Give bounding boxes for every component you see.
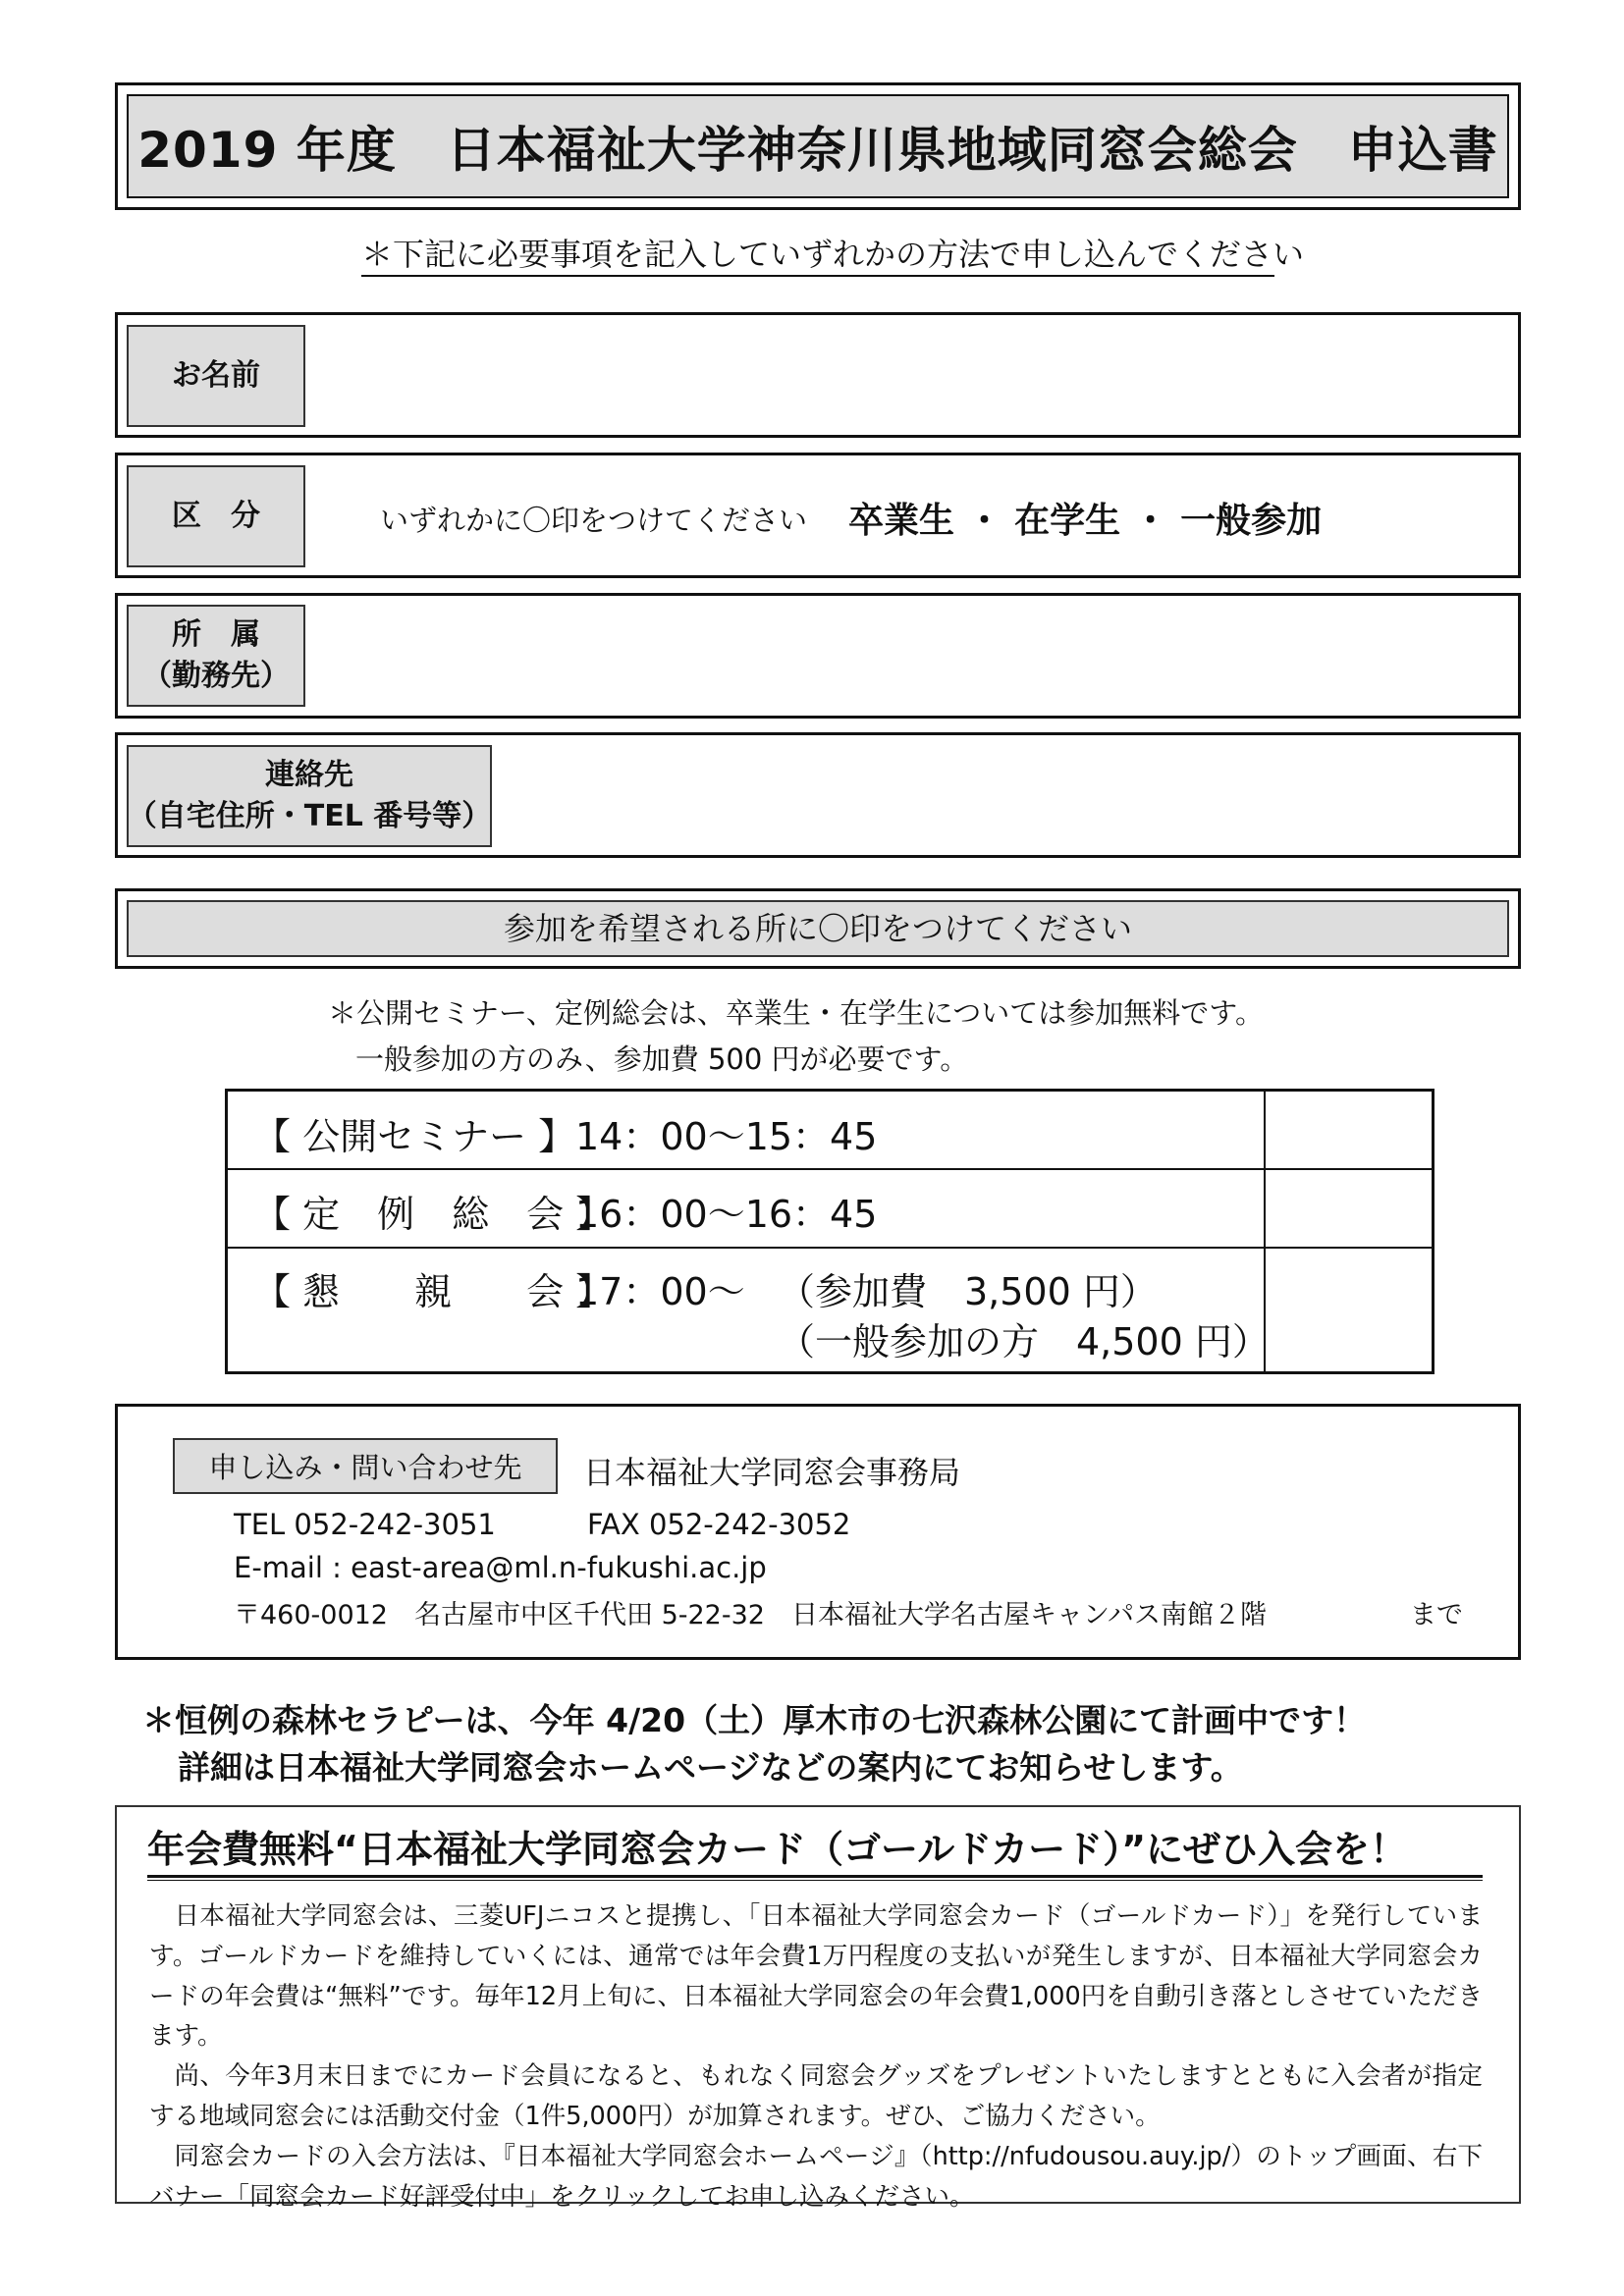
affiliation-label: 所 属 （勤務先）	[127, 605, 305, 707]
participation-header: 参加を希望される所に〇印をつけてください	[127, 900, 1509, 957]
forest-note-1: ＊恒例の森林セラピーは、今年 4/20（土）厚木市の七沢森林公園にて計画中です！	[142, 1701, 1367, 1739]
postal-address: 〒460-0012 名古屋市中区千代田 5-22-32 日本福祉大学名古屋キャンパス南館２階	[234, 1600, 1268, 1630]
category-label: 区 分	[127, 465, 305, 567]
participation-note-1: ＊公開セミナー、定例総会は、卒業生・在学生については参加無料です。	[328, 996, 1264, 1030]
category-note: いずれかに〇印をつけてください	[380, 504, 808, 537]
card-title-underline-thin	[147, 1880, 1483, 1881]
fax-number: FAX 052-242-3052	[587, 1508, 851, 1541]
reception-time: 17：00〜	[575, 1270, 745, 1313]
instruction-text: ＊下記に必要事項を記入していずれかの方法で申し込んでください	[361, 230, 1274, 277]
reception-label: 【 懇 親 会 】	[253, 1270, 614, 1313]
card-paragraph-2-text: 尚、今年3月末日までにカード会員になると、もれなく同窓会グッズをプレゼントいたしますとともに入会者が指定する地域同窓会には活動交付金（1件5,000円）が加算されます。ぜひ、ご協力ください。	[149, 2061, 1483, 2131]
email-address[interactable]: E-mail : east-area@ml.n-fukushi.ac.jp	[234, 1551, 767, 1584]
address-suffix: まで	[1410, 1600, 1463, 1630]
card-paragraph-3-text: 同窓会カードの入会方法は、『日本福祉大学同窓会ホームページ』（http://nfudousou.auy.jp/）のトップ画面、右下バナー「同窓会カード好評受付中」をクリックしてお申し込みください。	[149, 2141, 1483, 2212]
seminar-label: 【 公開セミナー 】	[253, 1115, 576, 1158]
participation-note-2: 一般参加の方のみ、参加費 500 円が必要です。	[355, 1042, 969, 1076]
reception-fee-general: （一般参加の方 4,500 円）	[778, 1320, 1270, 1363]
page-title: 2019 年度 日本福祉大学神奈川県地域同窓会総会 申込書	[127, 94, 1509, 198]
reception-fee: （参加費 3,500 円）	[778, 1270, 1158, 1313]
affiliation-field[interactable]	[115, 593, 1521, 719]
tel-number: TEL 052-242-3051	[234, 1508, 496, 1541]
forest-note-2: 詳細は日本福祉大学同窓会ホームページなどの案内にてお知らせします。	[178, 1748, 1243, 1787]
contact-info-label: 申し込み・問い合わせ先	[173, 1438, 558, 1494]
office-name: 日本福祉大学同窓会事務局	[583, 1454, 961, 1491]
seminar-check-cell[interactable]	[1267, 1092, 1432, 1168]
meeting-label: 【 定 例 総 会 】	[253, 1193, 614, 1236]
card-title-underline	[147, 1875, 1483, 1878]
category-options: 卒業生 ・ 在学生 ・ 一般参加	[848, 501, 1323, 541]
meeting-check-cell[interactable]	[1267, 1171, 1432, 1248]
meeting-time: 16：00〜16：45	[575, 1193, 878, 1236]
name-field[interactable]	[115, 312, 1521, 438]
contact-label: 連絡先 （自宅住所・TEL 番号等）	[127, 745, 492, 847]
card-title: 年会費無料“日本福祉大学同窓会カード（ゴールドカード）”にぜひ入会を！	[147, 1828, 1408, 1871]
card-paragraph-1-text: 日本福祉大学同窓会は、三菱UFJニコスと提携し、「日本福祉大学同窓会カード（ゴールドカード）」を発行しています。ゴールドカードを維持していくには、通常では年会費1万円程度の支払いが発生しますが、日本福祉大学同窓会カードの年会費は“無料”です。毎年12月上旬に、日本福祉大学同窓会の年会費1,000円を自動引き落としさせていただきます。	[149, 1901, 1483, 2052]
name-label: お名前	[127, 325, 305, 427]
card-paragraph-1	[149, 1896, 1483, 2216]
seminar-time: 14：00〜15：45	[575, 1115, 878, 1158]
reception-check-cell[interactable]	[1267, 1251, 1432, 1372]
